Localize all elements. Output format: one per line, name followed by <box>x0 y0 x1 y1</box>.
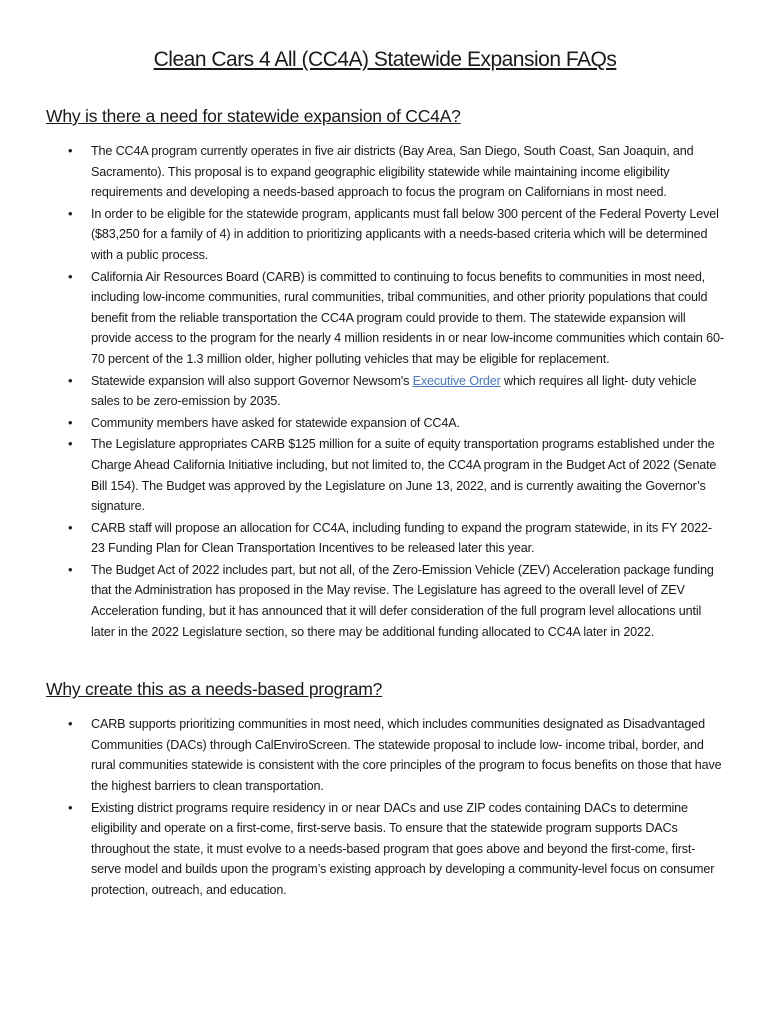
bullet-icon: • <box>68 205 73 221</box>
bullet-icon: • <box>68 372 73 388</box>
section-heading-need: Why is there a need for statewide expansion of CC4A? <box>46 106 461 126</box>
list-item <box>46 434 724 516</box>
list-item-text: Community members have asked for statewide expansion of CC4A. <box>91 415 460 430</box>
list-item-text: California Air Resources Board (CARB) is committed to continuing to focus benefits to communities in most need, including low-income communities, rural communities, tribal communities, and other priority populations that could benefit from the reliable transportation the CC4A program could provide to them. The statewide expansion will provide access to the program for the nearly 4 million residents in or near low-income communities which contain 60-70 percent of the 1.3 million older, higher polluting vehicles that may be eligible for replacement. <box>91 269 724 366</box>
bullet-icon: • <box>68 436 73 452</box>
document-title: Clean Cars 4 All (CC4A) Statewide Expansion FAQs <box>153 48 617 71</box>
list-item-text: The Budget Act of 2022 includes part, but not all, of the Zero-Emission Vehicle (ZEV) Acceleration package funding that the Administration has proposed in the May revise. The Legislature has agreed to the overall level of ZEV Acceleration funding, but it has announced that it will defer consideration of the full program level allocations until later in the 2022 Legislature section, so there may be additional funding allocated to CC4A later in 2022. <box>91 562 714 639</box>
list-item-text: CARB staff will propose an allocation for CC4A, including funding to expand the program statewide, in its FY 2022-23 Funding Plan for Clean Transportation Incentives to be released later this year. <box>91 520 712 556</box>
list-item <box>46 518 724 559</box>
list-item-text: CARB supports prioritizing communities in most need, which includes communities designated as Disadvantaged Communities (DACs) through CalEnviroScreen. The statewide proposal to include low- income tribal, border, and rural communities statewide is consistent with the core principles of the program to focus benefits on those that have the highest barriers to clean transportation. <box>91 717 722 794</box>
bullet-icon: • <box>68 561 73 577</box>
section-spacer <box>46 643 724 679</box>
bullet-icon: • <box>68 143 73 158</box>
list-item <box>46 267 724 370</box>
list-item-text: Existing district programs require residency in or near DACs and use ZIP codes containing DACs to determine eligibility and operate on a first-come, first-serve basis. To ensure that the statewide program supports DACs throughout the state, it must evolve to a needs-based program that goes above and beyond the first-come, first-serve model and builds upon the program’s existing approach by developing a community-level focus on consumer protection, outreach, and education. <box>91 800 715 897</box>
list-item <box>46 714 724 796</box>
list-item <box>46 413 724 434</box>
bullet-icon: • <box>68 414 73 430</box>
list-item-text: The CC4A program currently operates in five air districts (Bay Area, San Diego, South Coast, San Joaquin, and Sacramento). This proposal is to expand geographic eligibility statewide while maintaining income eligibility requirements and developing a needs-based approach to focus the program on Californians in most need. <box>91 144 694 200</box>
bullet-icon: • <box>68 519 73 535</box>
bullet-icon: • <box>68 799 73 815</box>
list-item-text-after: which requires all light- duty vehicle sales to be zero-emission by 2035. <box>91 373 697 409</box>
list-item <box>46 798 724 901</box>
section-heading-needs-based: Why create this as a needs-based program? <box>46 679 383 700</box>
list-item-text: In order to be eligible for the statewide program, applicants must fall below 300 percent of the Federal Poverty Level ($83,250 for a family of 4) in addition to prioritizing applicants with a needs-based criteria which will be determined with a public process. <box>91 206 719 262</box>
list-item <box>46 371 724 412</box>
list-item <box>46 204 724 266</box>
executive-order-link[interactable]: Executive Order <box>412 373 501 388</box>
list-item-text-before: Statewide expansion will also support Governor Newsom's <box>91 373 413 388</box>
faq-list-needs-based <box>46 714 724 900</box>
list-item-text: The Legislature appropriates CARB $125 million for a suite of equity transportation programs established under the Charge Ahead California Initiative including, but not limited to, the CC4A program in the Budget Act of 2022 (Senate Bill 154). The Budget was approved by the Legislature on June 13, 2022, and is currently awaiting the Governor’s signature. <box>91 437 717 514</box>
faq-list-need <box>46 141 724 642</box>
list-item <box>46 141 724 203</box>
bullet-icon: • <box>68 268 73 284</box>
bullet-icon: • <box>68 716 73 732</box>
list-item <box>46 560 724 642</box>
